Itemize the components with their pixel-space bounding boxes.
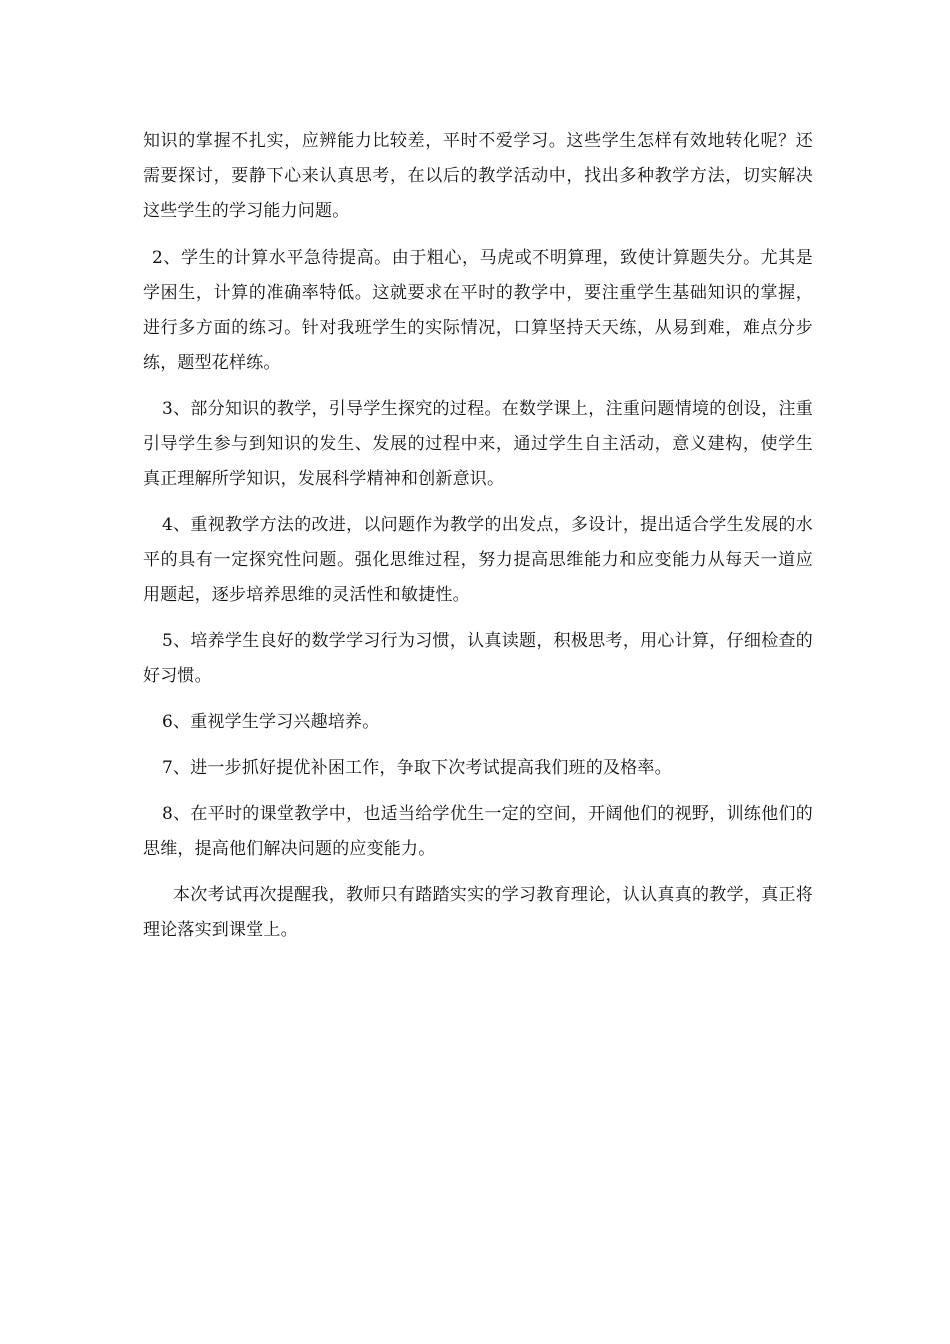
paragraph-item-5: 5、培养学生良好的数学学习行为习惯，认真读题，积极思考，用心计算，仔细检查的好习惯。: [143, 631, 813, 686]
paragraph-item-3: 3、部分知识的教学，引导学生探究的过程。在数学课上，注重问题情境的创设，注重引导学生参与到知识的发生、发展的过程中来，通过学生自主活动，意义建构，使学生真正理解所学知识，发展科学精神和创新意识。: [143, 399, 813, 489]
paragraph-item-7: 7、进一步抓好提优补困工作，争取下次考试提高我们班的及格率。: [162, 758, 672, 778]
paragraph-conclusion: 本次考试再次提醒我，教师只有踏踏实实的学习教育理论，认认真真的教学，真正将理论落实到课堂上。: [143, 885, 813, 940]
document-body: [143, 124, 813, 948]
paragraph-item-4: 4、重视教学方法的改进，以问题作为教学的出发点，多设计，提出适合学生发展的水平的具有一定探究性问题。强化思维过程，努力提高思维能力和应变能力从每天一道应用题起，逐步培养思维的灵活性和敏捷性。: [143, 515, 813, 605]
paragraph-item-2: 2、学生的计算水平急待提高。由于粗心，马虎或不明算理，致使计算题失分。尤其是学困生，计算的准确率特低。这就要求在平时的教学中，要注重学生基础知识的掌握，进行多方面的练习。针对我班学生的实际情况，口算坚持天天练，从易到难，难点分步练，题型花样练。: [143, 248, 813, 373]
paragraph-item-6: 6、重视学生学习兴趣培养。: [162, 712, 380, 732]
paragraph-continuation: 知识的掌握不扎实，应辨能力比较差，平时不爱学习。这些学生怎样有效地转化呢？还需要探讨，要静下心来认真思考，在以后的教学活动中，找出多种教学方法，切实解决这些学生的学习能力问题。: [143, 131, 813, 221]
paragraph-item-8: 8、在平时的课堂教学中，也适当给学优生一定的空间，开阔他们的视野，训练他们的思维，提高他们解决问题的应变能力。: [143, 804, 813, 859]
